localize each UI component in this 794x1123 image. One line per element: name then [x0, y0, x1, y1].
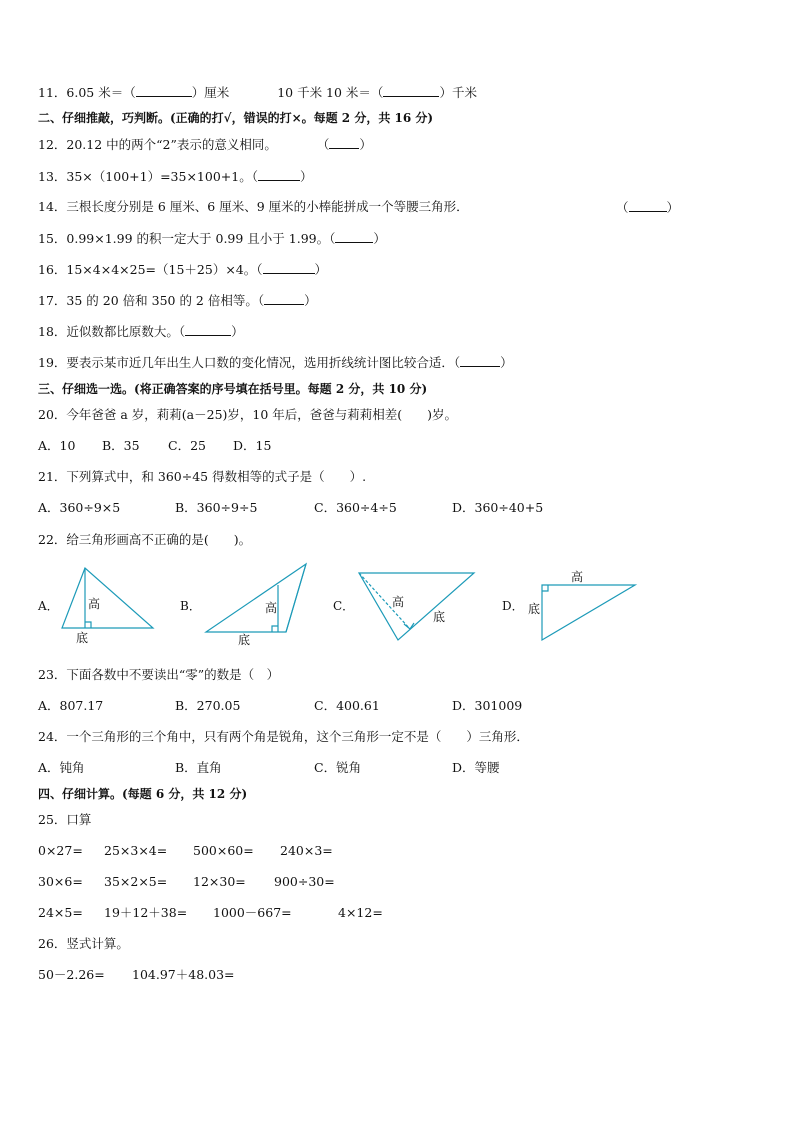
calc-item: 4×12= — [338, 905, 383, 920]
option-c[interactable]: C．360÷4÷5 — [314, 500, 397, 515]
gao-d: 高 — [571, 570, 584, 584]
question-24: 24．一个三角形的三个角中，只有两个角是锐角，这个三角形一定不是（ ）三角形． — [38, 729, 529, 744]
question-25: 25．口算 — [38, 812, 92, 827]
label-c: C． — [333, 599, 355, 613]
calc-item: 19＋12＋38= — [104, 905, 188, 920]
triangle-d — [542, 585, 635, 640]
question-23: 23．下面各数中不要读出“零”的数是（ ） — [38, 667, 280, 682]
calc-item: 240×3= — [280, 843, 333, 858]
answer-blank[interactable] — [258, 168, 300, 181]
calc-item: 25×3×4= — [104, 843, 168, 858]
question-13: 13．35×（100+1）=35×100+1。（ ） — [38, 169, 313, 184]
gao-a: 高 — [88, 597, 101, 611]
section-4-heading: 四、仔细计算。(每题 6 分，共 12 分) — [38, 787, 248, 801]
question-21: 21．下列算式中，和 360÷45 得数相等的式子是（ ）. — [38, 469, 367, 484]
triangle-c — [359, 573, 474, 640]
question-12: 12．20.12 中的两个“2”表示的意义相同。 （ ） — [38, 137, 372, 152]
calc-item: 900÷30= — [274, 874, 335, 889]
question-11: 11．6.05 米＝（ ）厘米 10 千米 10 米＝（ ）千米 — [38, 85, 477, 100]
gao-c: 高 — [392, 595, 405, 609]
triangle-figures — [0, 558, 794, 648]
answer-blank[interactable] — [629, 199, 667, 212]
di-c: 底 — [433, 610, 446, 624]
calc-item: 24×5= — [38, 905, 83, 920]
di-a: 底 — [76, 631, 89, 645]
calc-row — [38, 843, 738, 859]
answer-blank[interactable] — [329, 136, 359, 149]
label-b: B． — [180, 599, 201, 613]
calc-row — [38, 874, 738, 890]
answer-blank[interactable] — [460, 354, 500, 367]
option-a[interactable]: A．360÷9×5 — [38, 500, 121, 515]
options-24 — [38, 760, 738, 776]
option-b[interactable]: B．270.05 — [175, 698, 241, 713]
option-b[interactable]: B．35 — [102, 438, 140, 453]
calc-row — [38, 905, 738, 921]
question-18: 18．近似数都比原数大。（ ） — [38, 324, 244, 339]
options-21 — [38, 500, 738, 516]
option-c[interactable]: C．25 — [168, 438, 206, 453]
option-c[interactable]: C．400.61 — [314, 698, 380, 713]
calc-row — [38, 967, 738, 983]
calc-item: 1000－667= — [213, 905, 292, 920]
answer-blank[interactable] — [185, 323, 231, 336]
di-d: 底 — [528, 602, 541, 616]
section-3-heading: 三、仔细选一选。(将正确答案的序号填在括号里。每题 2 分，共 10 分) — [38, 382, 428, 396]
option-d[interactable]: D．等腰 — [452, 760, 500, 775]
label-a: A． — [38, 599, 59, 613]
answer-blank[interactable] — [335, 230, 373, 243]
option-a[interactable]: A．10 — [38, 438, 76, 453]
option-a[interactable]: A．807.17 — [38, 698, 104, 713]
calc-item: 500×60= — [193, 843, 254, 858]
di-b: 底 — [238, 633, 251, 647]
question-26: 26．竖式计算。 — [38, 936, 129, 951]
option-d[interactable]: D．360÷40+5 — [452, 500, 544, 515]
calc-item: 0×27= — [38, 843, 83, 858]
question-20: 20．今年爸爸 a 岁，莉莉(a－25)岁，10 年后，爸爸与莉莉相差( )岁。 — [38, 407, 458, 422]
label-d: D． — [502, 599, 524, 613]
question-17: 17．35 的 20 倍和 350 的 2 倍相等。（ ） — [38, 293, 317, 308]
gao-b: 高 — [265, 601, 278, 615]
option-c[interactable]: C．锐角 — [314, 760, 362, 775]
section-2-heading: 二、仔细推敲，巧判断。(正确的打√，错误的打×。每题 2 分，共 16 分) — [38, 111, 434, 125]
question-16: 16．15×4×4×25=（15＋25）×4。（ ） — [38, 262, 328, 277]
option-b[interactable]: B．360÷9÷5 — [175, 500, 258, 515]
answer-blank[interactable] — [383, 84, 439, 97]
answer-blank[interactable] — [263, 261, 315, 274]
option-b[interactable]: B．直角 — [175, 760, 222, 775]
calc-item: 50－2.26= — [38, 967, 105, 982]
triangle-a — [62, 568, 153, 628]
calc-item: 104.97＋48.03= — [132, 967, 235, 982]
calc-item: 35×2×5= — [104, 874, 168, 889]
options-23 — [38, 698, 738, 714]
calc-item: 12×30= — [193, 874, 246, 889]
option-d[interactable]: D．15 — [233, 438, 272, 453]
question-14: 14．三根长度分别是 6 厘米、6 厘米、9 厘米的小棒能拼成一个等腰三角形． （ ） — [38, 199, 680, 215]
triangle-b — [206, 564, 306, 632]
options-20 — [38, 438, 738, 454]
option-d[interactable]: D．301009 — [452, 698, 523, 713]
calc-item: 30×6= — [38, 874, 83, 889]
answer-blank[interactable] — [136, 84, 192, 97]
question-15: 15．0.99×1.99 的积一定大于 0.99 且小于 1.99。（ ） — [38, 231, 386, 246]
question-19: 19．要表示某市近几年出生人口数的变化情况，选用折线统计图比较合适．（ ） — [38, 355, 513, 370]
option-a[interactable]: A．钝角 — [38, 760, 85, 775]
question-22: 22．给三角形画高不正确的是( )。 — [38, 532, 252, 547]
answer-blank[interactable] — [264, 292, 304, 305]
